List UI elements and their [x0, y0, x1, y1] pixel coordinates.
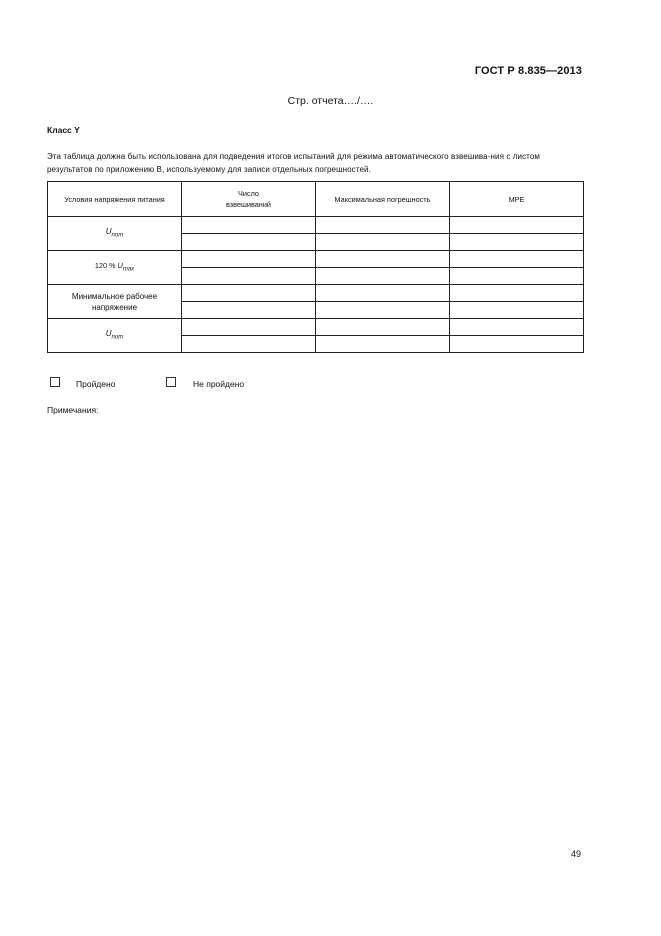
header-weighings: [182, 182, 316, 217]
header-weighings-line1: Число: [238, 189, 259, 198]
u-nom-label: $U_{nom}$: [105, 328, 124, 341]
max-error-cell[interactable]: [316, 302, 450, 319]
weighings-cell[interactable]: [182, 285, 316, 302]
u-max-label: $U_{max}$: [117, 260, 135, 273]
page-number: 49: [571, 849, 582, 859]
table-row: [48, 285, 584, 302]
mpe-cell[interactable]: [450, 234, 584, 251]
max-error-cell[interactable]: [316, 234, 450, 251]
mpe-cell[interactable]: [450, 319, 584, 336]
weighings-cell[interactable]: [182, 336, 316, 353]
weighings-cell[interactable]: [182, 251, 316, 268]
mpe-cell[interactable]: [450, 302, 584, 319]
condition-u-max: [48, 251, 182, 285]
header-mpe: МРЕ: [450, 182, 584, 217]
report-page-field: Стр. отчета…./….: [287, 95, 374, 107]
failed-label: Не пройдено: [193, 379, 245, 389]
weighings-cell[interactable]: [182, 217, 316, 234]
mpe-cell[interactable]: [450, 251, 584, 268]
max-error-cell[interactable]: [316, 217, 450, 234]
passed-checkbox[interactable]: [50, 377, 60, 387]
table-row: [48, 251, 584, 268]
min-voltage-line2: напряжение: [91, 302, 138, 312]
max-error-cell[interactable]: [316, 319, 450, 336]
class-heading: Класс Y: [47, 125, 80, 135]
header-conditions: Условия напряжения питания: [48, 182, 182, 217]
weighings-cell[interactable]: [182, 319, 316, 336]
max-error-cell[interactable]: [316, 251, 450, 268]
table-header-row: [48, 182, 584, 217]
mpe-cell[interactable]: [450, 268, 584, 285]
condition-u-nom-1: [48, 217, 182, 251]
intro-paragraph: Эта таблица должна быть использована для подведения итогов испытаний для режима автоматического взвешива-ния с листом результатов по приложению В, используемому для записи отдельных погрешностей.: [47, 152, 541, 174]
max-error-cell[interactable]: [316, 336, 450, 353]
header-weighings-line2: взвешиваний: [226, 200, 271, 209]
max-error-cell[interactable]: [316, 268, 450, 285]
condition-min-voltage: [48, 285, 182, 319]
failed-checkbox[interactable]: [166, 377, 176, 387]
min-voltage-line1: Минимальное рабочее: [71, 291, 158, 301]
results-table: [47, 181, 584, 353]
notes-label: Примечания:: [47, 405, 99, 415]
weighings-cell[interactable]: [182, 268, 316, 285]
u-max-prefix: 120 %: [94, 260, 118, 270]
condition-u-nom-2: [48, 319, 182, 353]
u-nom-label: $U_{nom}$: [105, 226, 124, 239]
header-max-error: Максимальная погрешность: [316, 182, 450, 217]
table-row: [48, 217, 584, 234]
table-row: [48, 319, 584, 336]
mpe-cell[interactable]: [450, 336, 584, 353]
weighings-cell[interactable]: [182, 302, 316, 319]
max-error-cell[interactable]: [316, 285, 450, 302]
passed-label: Пройдено: [76, 379, 116, 389]
mpe-cell[interactable]: [450, 217, 584, 234]
document-code: ГОСТ Р 8.835—2013: [474, 65, 582, 77]
mpe-cell[interactable]: [450, 285, 584, 302]
weighings-cell[interactable]: [182, 234, 316, 251]
